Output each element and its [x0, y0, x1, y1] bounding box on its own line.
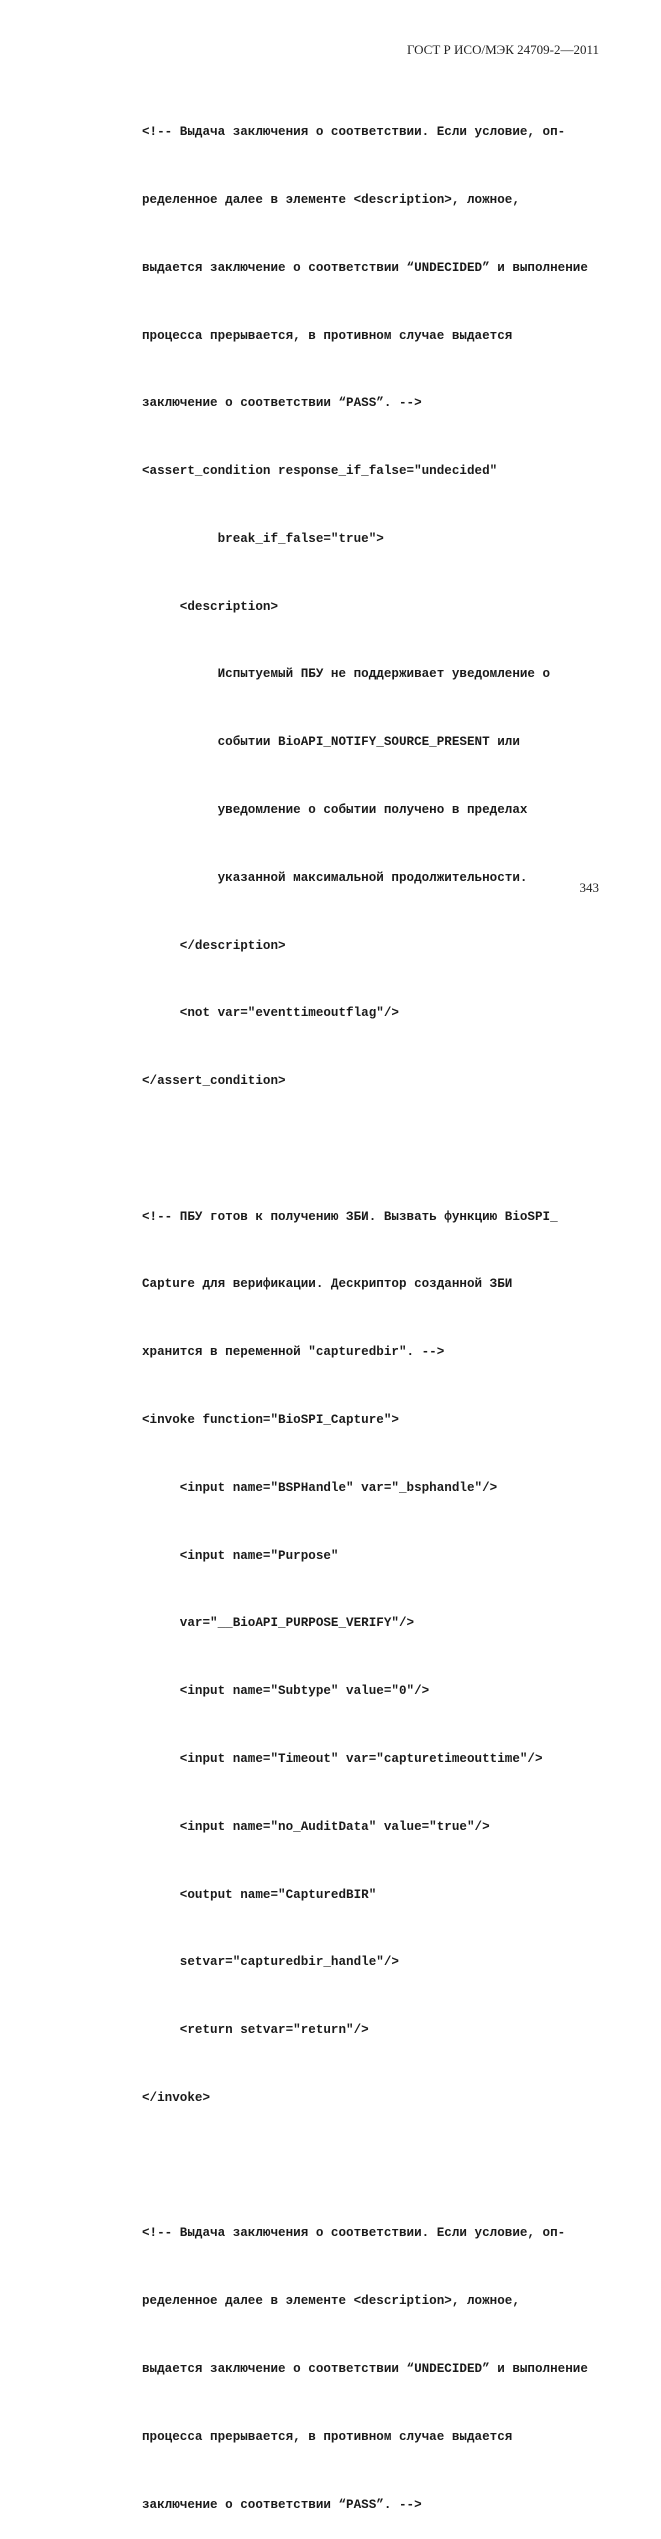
code-line: <!-- Выдача заключения о соответствии. Если условие, оп-: [142, 2226, 566, 2241]
code-line: <input name="Timeout" var="capturetimeouttime"/>: [142, 1751, 543, 1766]
code-line: хранится в переменной "capturedbir". -->: [142, 1345, 445, 1360]
code-line: <output name="CapturedBIR": [142, 1887, 377, 1902]
document-header: ГОСТ Р ИСО/МЭК 24709-2—2011: [406, 42, 599, 57]
code-line: заключение о соответствии “PASS”. -->: [142, 396, 422, 411]
code-line: событии BioAPI_NOTIFY_SOURCE_PRESENT или: [142, 735, 520, 750]
code-line: <input name="no_AuditData" value="true"/>: [142, 1819, 490, 1834]
code-line: break_if_false="true">: [142, 531, 384, 546]
code-line: </assert_condition>: [142, 1074, 286, 1089]
code-line: процесса прерывается, в противном случае выдается: [142, 328, 513, 343]
code-line: <!-- ПБУ готов к получению ЗБИ. Вызвать функцию BioSPI_: [142, 1209, 558, 1224]
code-line: setvar="capturedbir_handle"/>: [142, 1955, 399, 1970]
blank-line: [142, 2155, 612, 2178]
code-line: <input name="Purpose": [142, 1548, 339, 1563]
code-line: указанной максимальной продолжительности.: [142, 870, 528, 885]
code-line: уведомление о событии получено в пределах: [142, 803, 528, 817]
code-line: заключение о соответствии “PASS”. -->: [142, 2497, 422, 2512]
code-line: <not var="eventtimeoutflag"/>: [142, 1006, 399, 1021]
code-line: Испытуемый ПБУ не поддерживает уведомление о: [142, 667, 551, 682]
code-line: процесса прерывается, в противном случае выдается: [142, 2429, 513, 2444]
code-line: </description>: [142, 938, 286, 953]
code-line: var="__BioAPI_PURPOSE_VERIFY"/>: [142, 1616, 415, 1631]
code-line: <input name="Subtype" value="0"/>: [142, 1684, 430, 1699]
code-line: <return setvar="return"/>: [142, 2023, 369, 2038]
code-line: Capture для верификации. Дескриптор созданной ЗБИ: [142, 1277, 513, 1292]
code-line: <!-- Выдача заключения о соответствии. Если условие, оп-: [142, 125, 566, 140]
code-listing: [142, 76, 612, 2539]
page-number: 343: [579, 880, 599, 895]
code-line: <input name="BSPHandle" var="_bsphandle"/>: [142, 1480, 498, 1495]
code-line: ределенное далее в элементе <description>, ложное,: [142, 192, 520, 207]
code-line: ределенное далее в элементе <description>, ложное,: [142, 2294, 520, 2309]
blank-line: [142, 1138, 612, 1161]
code-line: <assert_condition response_if_false="undecided": [142, 464, 498, 479]
code-line: <invoke function="BioSPI_Capture">: [142, 1413, 399, 1428]
code-line: <description>: [142, 599, 279, 614]
code-line: выдается заключение о соответствии “UNDECIDED” и выполнение: [142, 2361, 588, 2376]
code-line: выдается заключение о соответствии “UNDECIDED” и выполнение: [142, 260, 588, 275]
code-line: </invoke>: [142, 2090, 211, 2105]
